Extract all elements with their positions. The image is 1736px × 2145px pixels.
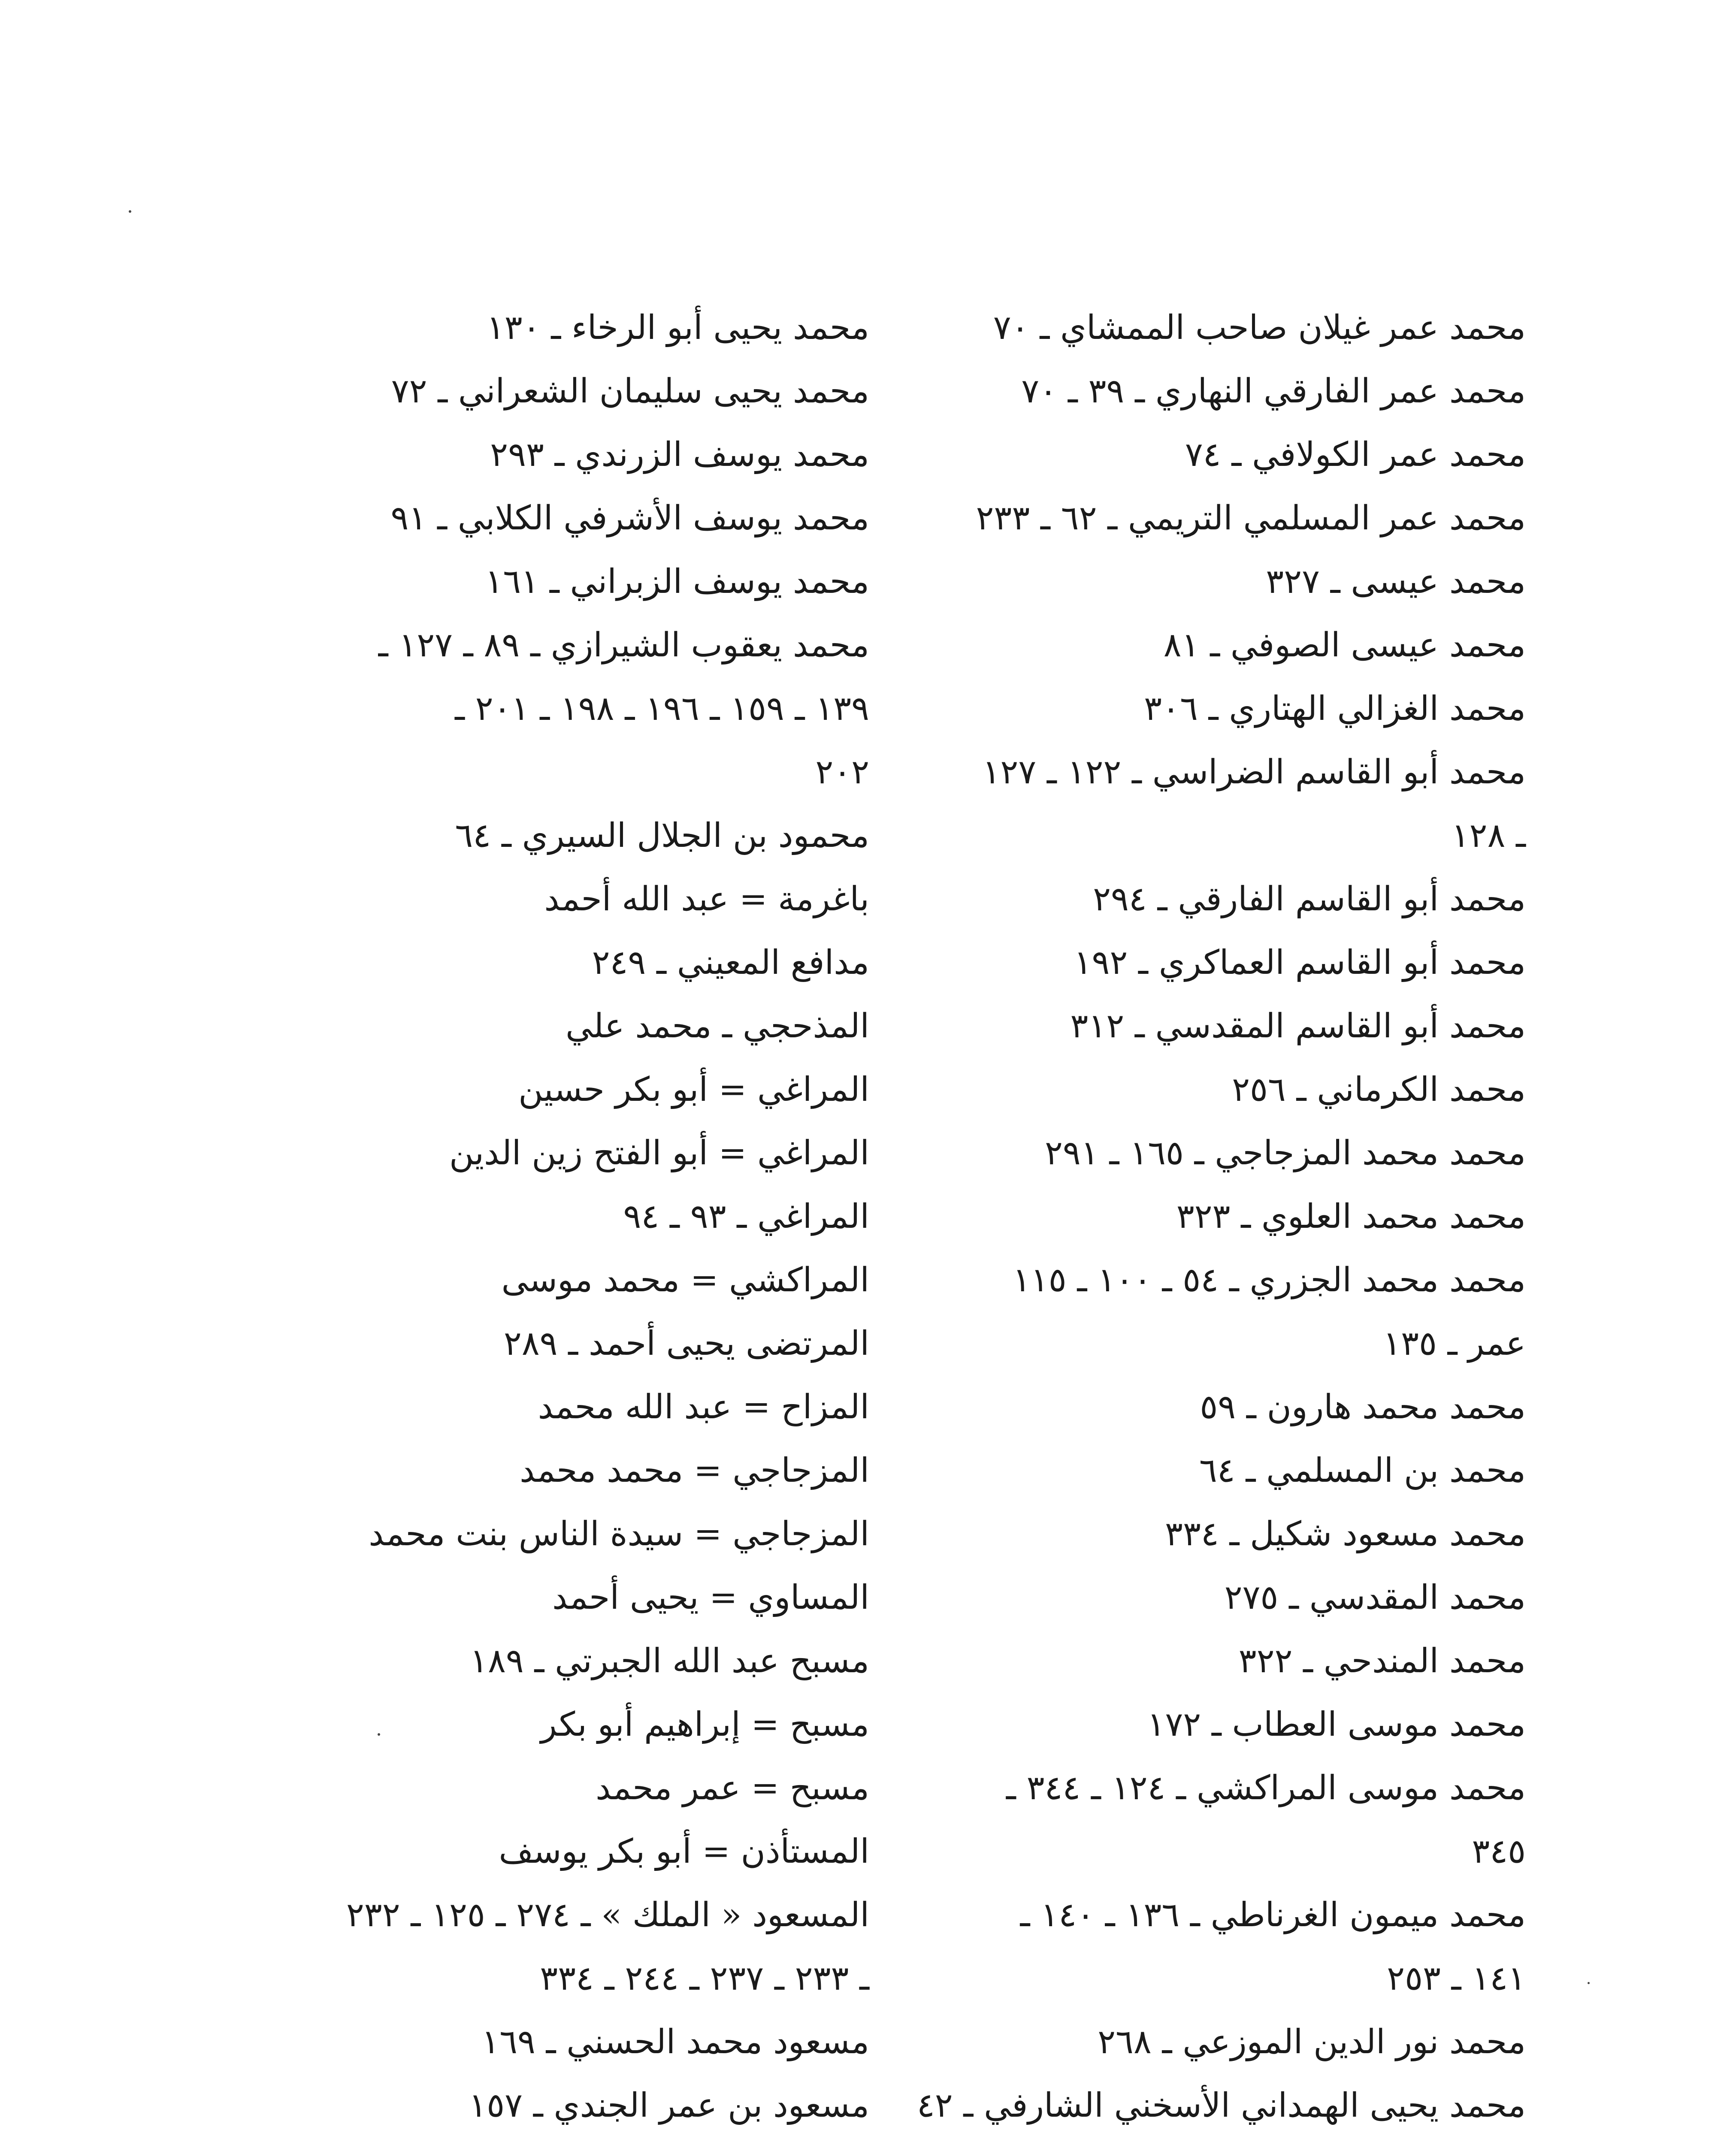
right-column-entry: ١٤١ ـ ٢٥٣ bbox=[1387, 1959, 1526, 1998]
right-column-entry: محمد المقدسي ـ ٢٧٥ bbox=[1224, 1578, 1526, 1617]
right-column-entry: محمد عمر الفارقي النهاري ـ ٣٩ ـ ٧٠ bbox=[1021, 372, 1526, 411]
left-column-entry: محمد يوسف الزرندي ـ ٢٩٣ bbox=[490, 435, 869, 474]
left-column-entry: المزجاجي = سيدة الناس بنت محمد bbox=[369, 1515, 869, 1553]
right-column-entry: محمد عيسى الصوفي ـ ٨١ bbox=[1163, 626, 1526, 665]
right-column-entry: محمد المندحي ـ ٣٢٢ bbox=[1238, 1642, 1526, 1680]
left-column-entry: محمود بن الجلال السيري ـ ٦٤ bbox=[455, 816, 869, 855]
right-column-entry: عمر ـ ١٣٥ bbox=[1383, 1324, 1526, 1363]
left-column-entry: المرتضى يحيى أحمد ـ ٢٨٩ bbox=[503, 1324, 869, 1363]
right-column-entry: محمد أبو القاسم العماكري ـ ١٩٢ bbox=[1074, 943, 1526, 982]
left-column-entry: محمد يعقوب الشيرازي ـ ٨٩ ـ ١٢٧ ـ bbox=[378, 626, 869, 665]
right-column-entry: محمد عيسى ـ ٣٢٧ bbox=[1266, 562, 1526, 601]
left-column-entry: مدافع المعيني ـ ٢٤٩ bbox=[592, 943, 869, 982]
right-column-entry: محمد ميمون الغرناطي ـ ١٣٦ ـ ١٤٠ ـ bbox=[1020, 1896, 1526, 1934]
right-column-entry: محمد عمر المسلمي التريمي ـ ٦٢ ـ ٢٣٣ bbox=[976, 499, 1526, 538]
left-column-entry: محمد يوسف الأشرفي الكلابي ـ ٩١ bbox=[390, 499, 869, 538]
left-column-entry: المساوي = يحيى أحمد bbox=[552, 1578, 869, 1617]
scan-speck bbox=[378, 1733, 380, 1736]
index-column-left bbox=[183, 296, 869, 2145]
right-column-entry: محمد الكرماني ـ ٢٥٦ bbox=[1232, 1070, 1526, 1109]
left-column-entry: باغرمة = عبد الله أحمد bbox=[544, 880, 869, 918]
index-column-right bbox=[775, 296, 1526, 2145]
right-column-entry: محمد عمر الكولافي ـ ٧٤ bbox=[1185, 435, 1526, 474]
right-column-entry: محمد محمد العلوي ـ ٣٢٣ bbox=[1176, 1197, 1526, 1236]
right-column-entry: محمد محمد المزجاجي ـ ١٦٥ ـ ٢٩١ bbox=[1045, 1134, 1526, 1172]
right-column-entry: محمد أبو القاسم الفارقي ـ ٢٩٤ bbox=[1093, 880, 1526, 918]
left-column-entry: المسعود « الملك » ـ ٢٧٤ ـ ١٢٥ ـ ٢٣٢ bbox=[346, 1896, 869, 1934]
right-column-entry: محمد محمد الجزري ـ ٥٤ ـ ١٠٠ ـ ١١٥ bbox=[1013, 1261, 1526, 1299]
left-column-entry: مسعود محمد الحسني ـ ١٦٩ bbox=[481, 2023, 869, 2061]
left-column-entry: محمد يوسف الزبراني ـ ١٦١ bbox=[485, 562, 869, 601]
right-column-entry: محمد محمد هارون ـ ٥٩ bbox=[1200, 1388, 1526, 1426]
right-column-entry: محمد أبو القاسم المقدسي ـ ٣١٢ bbox=[1070, 1007, 1526, 1045]
left-column-entry: ١٣٩ ـ ١٥٩ ـ ١٩٦ ـ ١٩٨ ـ ٢٠١ ـ bbox=[455, 689, 869, 728]
left-column-entry: محمد يحيى أبو الرخاء ـ ١٣٠ bbox=[486, 308, 869, 347]
left-column-entry: مسبح = إبراهيم أبو بكر bbox=[541, 1705, 869, 1744]
right-column-entry bbox=[775, 2137, 1526, 2145]
left-column-entry: مسبح = عمر محمد bbox=[596, 1769, 869, 1807]
left-column-entry: المراغي = أبو الفتح زين الدين bbox=[449, 1134, 869, 1172]
right-column-entry: ـ ١٢٨ bbox=[1451, 816, 1526, 855]
left-column-entry bbox=[183, 2137, 869, 2145]
left-column-entry: المراغي = أبو بكر حسين bbox=[518, 1070, 869, 1109]
left-column-entry: محمد يحيى سليمان الشعراني ـ ٧٢ bbox=[391, 372, 869, 411]
left-column-entry: المراغي ـ ٩٣ ـ ٩٤ bbox=[623, 1197, 869, 1236]
right-column-entry: محمد موسى العطاب ـ ١٧٢ bbox=[1147, 1705, 1526, 1744]
left-column-entry: المزاح = عبد الله محمد bbox=[538, 1388, 869, 1426]
right-column-entry: ٣٤٥ bbox=[1472, 1832, 1526, 1871]
left-column-entry: المزجاجي = محمد محمد bbox=[520, 1451, 869, 1490]
scan-speck bbox=[1588, 1982, 1590, 1984]
left-column-entry: المستأذن = أبو بكر يوسف bbox=[499, 1832, 869, 1871]
right-column-entry: محمد مسعود شكيل ـ ٣٣٤ bbox=[1165, 1515, 1526, 1553]
right-column-entry: محمد الغزالي الهتاري ـ ٣٠٦ bbox=[1144, 689, 1526, 728]
scan-speck bbox=[129, 210, 131, 213]
right-column-entry: محمد موسى المراكشي ـ ١٢٤ ـ ٣٤٤ ـ bbox=[1006, 1769, 1526, 1807]
left-column-entry: مسعود بن عمر الجندي ـ ١٥٧ bbox=[469, 2086, 869, 2125]
right-column-entry: محمد عمر غيلان صاحب الممشاي ـ ٧٠ bbox=[993, 308, 1526, 347]
right-column-entry: محمد أبو القاسم الضراسي ـ ١٢٢ ـ ١٢٧ bbox=[982, 753, 1526, 792]
left-column-entry: ٢٠٢ bbox=[815, 753, 869, 792]
left-column-entry: المراكشي = محمد موسى bbox=[501, 1261, 869, 1299]
right-column-entry: محمد يحيى الهمداني الأسخني الشارفي ـ ٤٢ bbox=[916, 2086, 1526, 2125]
left-column-entry: ـ ٢٣٣ ـ ٢٣٧ ـ ٢٤٤ ـ ٣٣٤ bbox=[540, 1959, 869, 1998]
left-column-entry: مسبح عبد الله الجبرتي ـ ١٨٩ bbox=[470, 1642, 869, 1680]
right-column-entry: محمد بن المسلمي ـ ٦٤ bbox=[1199, 1451, 1526, 1490]
left-column-entry: المذحجي ـ محمد علي bbox=[566, 1007, 869, 1045]
right-column-entry: محمد نور الدين الموزعي ـ ٢٦٨ bbox=[1098, 2023, 1526, 2061]
